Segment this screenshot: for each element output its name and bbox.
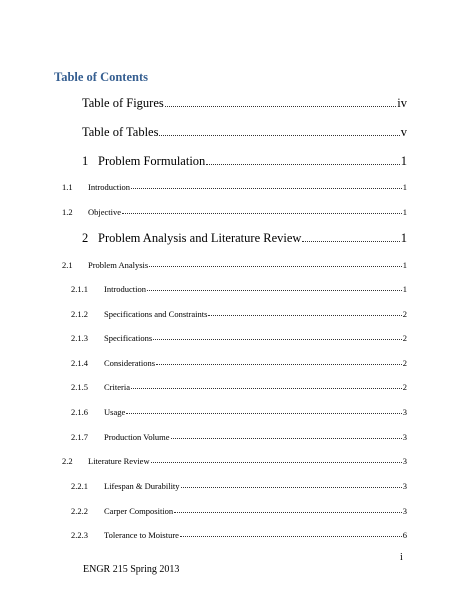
- toc-entry-page: 2: [402, 383, 407, 392]
- toc-entry-2-1-2[interactable]: [71, 310, 407, 319]
- dot-leader: [153, 339, 402, 340]
- toc-entry-2-1-4[interactable]: [71, 359, 407, 368]
- toc-entry-number: 2.1.4: [71, 359, 88, 368]
- toc-entry-label: Specifications: [104, 334, 153, 343]
- dot-leader: [206, 164, 399, 165]
- toc-entry-page: 1: [400, 155, 407, 168]
- toc-entry-label: Specifications and Constraints: [104, 310, 208, 319]
- toc-entry-page: 6: [402, 531, 407, 540]
- dot-leader: [131, 188, 402, 189]
- toc-entry-2-1[interactable]: [62, 261, 407, 270]
- dot-leader: [131, 388, 402, 389]
- dot-leader: [174, 512, 402, 513]
- toc-entry-1[interactable]: [82, 155, 407, 168]
- toc-entry-2-1-7[interactable]: [71, 433, 407, 442]
- toc-entry-number: 2.1.1: [71, 285, 88, 294]
- toc-entry-page: iv: [397, 97, 407, 110]
- toc-entry-label: Usage: [104, 408, 126, 417]
- dot-leader: [180, 536, 402, 537]
- footer-course: ENGR 215 Spring 2013: [83, 564, 180, 575]
- toc-entry-page: 2: [402, 334, 407, 343]
- toc-entry-page: 3: [402, 507, 407, 516]
- dot-leader: [149, 266, 402, 267]
- toc-entry-number: 2.2.3: [71, 531, 88, 540]
- toc-entry-table-of-tables[interactable]: [82, 126, 407, 139]
- toc-entry-label: Table of Tables: [82, 126, 159, 139]
- dot-leader: [126, 413, 402, 414]
- toc-entry-page: 1: [402, 208, 407, 217]
- toc-entry-2-1-3[interactable]: [71, 334, 407, 343]
- toc-entry-label: Production Volume: [104, 433, 170, 442]
- toc-entry-2-2-2[interactable]: [71, 507, 407, 516]
- toc-entry-2-2-1[interactable]: [71, 482, 407, 491]
- toc-entry-page: 3: [402, 457, 407, 466]
- toc-entry-label: Introduction: [104, 285, 147, 294]
- toc-entry-number: 2: [82, 232, 89, 245]
- toc-entry-page: 1: [402, 261, 407, 270]
- toc-entry-page: 3: [402, 482, 407, 491]
- toc-entry-label: Table of Figures: [82, 97, 164, 110]
- toc-entry-label: Lifespan & Durability: [104, 482, 180, 491]
- toc-entry-label: Problem Formulation: [98, 155, 206, 168]
- toc-entry-label: Literature Review: [88, 457, 150, 466]
- toc-entry-number: 2.1.7: [71, 433, 88, 442]
- toc-entry-page: 1: [402, 285, 407, 294]
- toc-entry-1-2[interactable]: [62, 208, 407, 217]
- toc-entry-page: v: [400, 126, 407, 139]
- toc-entry-label: Objective: [88, 208, 122, 217]
- toc-entry-page: 3: [402, 408, 407, 417]
- dot-leader: [159, 135, 399, 136]
- toc-entry-page: 2: [402, 310, 407, 319]
- toc-entry-label: Introduction: [88, 183, 131, 192]
- toc-entry-2-1-6[interactable]: [71, 408, 407, 417]
- toc-entry-2-2-3[interactable]: [71, 531, 407, 540]
- toc-entry-label: Criteria: [104, 383, 130, 392]
- toc-entry-number: 1.1: [62, 183, 73, 192]
- toc-entry-label: Considerations: [104, 359, 155, 368]
- toc-entry-number: 2.1.2: [71, 310, 88, 319]
- toc-entry-page: 2: [402, 359, 407, 368]
- toc-entry-page: 3: [402, 433, 407, 442]
- dot-leader: [156, 364, 402, 365]
- toc-entry-number: 2.1.6: [71, 408, 88, 417]
- toc-entry-label: Carper Composition: [104, 507, 174, 516]
- toc-entry-number: 1.2: [62, 208, 73, 217]
- dot-leader: [151, 462, 402, 463]
- toc-title: Table of Contents: [54, 70, 148, 84]
- toc-entry-2-1-5[interactable]: [71, 383, 407, 392]
- toc-entry-number: 1: [82, 155, 89, 168]
- toc-entry-number: 2.2.1: [71, 482, 88, 491]
- toc-entry-page: 1: [402, 183, 407, 192]
- dot-leader: [181, 487, 402, 488]
- toc-entry-number: 2.2.2: [71, 507, 88, 516]
- toc-entry-table-of-figures[interactable]: [82, 97, 407, 110]
- toc-entry-page: 1: [400, 232, 407, 245]
- dot-leader: [302, 241, 399, 242]
- toc-entry-number: 2.1: [62, 261, 73, 270]
- toc-entry-2[interactable]: [82, 232, 407, 245]
- dot-leader: [165, 106, 397, 107]
- dot-leader: [122, 213, 402, 214]
- toc-entry-label: Problem Analysis: [88, 261, 149, 270]
- toc-entry-label: Tolerance to Moisture: [104, 531, 179, 540]
- toc-entry-number: 2.2: [62, 457, 73, 466]
- dot-leader: [171, 438, 402, 439]
- dot-leader: [208, 315, 401, 316]
- toc-entry-number: 2.1.3: [71, 334, 88, 343]
- toc-entry-2-2[interactable]: [62, 457, 407, 466]
- toc-entry-2-1-1[interactable]: [71, 285, 407, 294]
- toc-entry-label: Problem Analysis and Literature Review: [98, 232, 302, 245]
- dot-leader: [147, 290, 402, 291]
- page-number: i: [400, 552, 403, 563]
- toc-entry-1-1[interactable]: [62, 183, 407, 192]
- toc-entry-number: 2.1.5: [71, 383, 88, 392]
